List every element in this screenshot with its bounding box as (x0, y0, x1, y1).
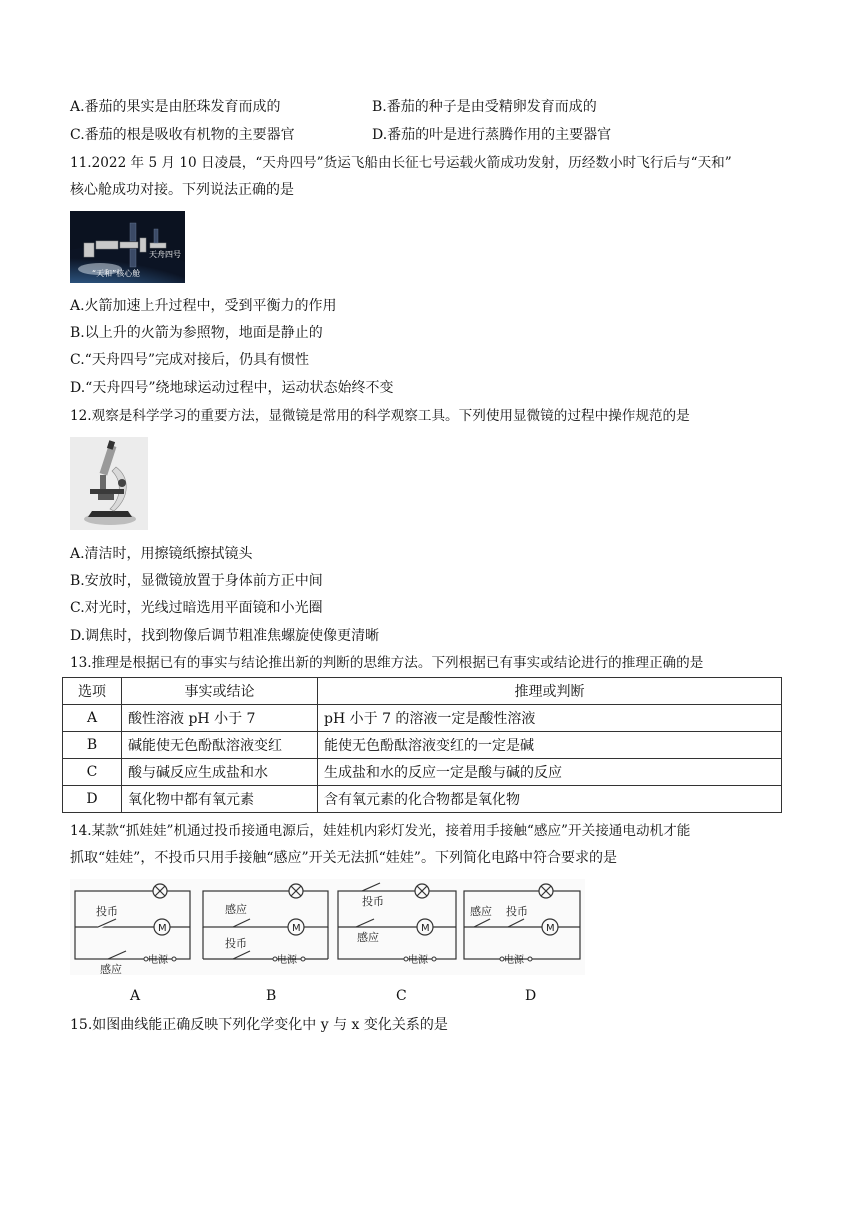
circuit-d-coin-label: 投币 (506, 905, 528, 918)
row-a-option: A (63, 705, 122, 732)
microscope-photo (70, 437, 148, 530)
row-c-fact: 酸与碱反应生成盐和水 (122, 759, 318, 786)
circuit-a-coin-label: 投币 (96, 905, 118, 918)
circuit-label-c: C (396, 988, 407, 1004)
q12-stem: 12.观察是科学学习的重要方法，显微镜是常用的科学观察工具。下列使用显微镜的过程中操作规范的是 (70, 408, 690, 424)
circuit-a-power: 电源 (148, 955, 168, 966)
circuit-c-coin-label: 投币 (362, 895, 384, 908)
table-row (63, 786, 782, 813)
row-a-inference: pH 小于 7 的溶液一定是酸性溶液 (318, 705, 782, 732)
q11-stem-line1: 11.2022 年 5 月 10 日凌晨，“天舟四号”货运飞船由长征七号运载火箭成功发射，历经数小时飞行后与“天和” (70, 155, 732, 171)
circuit-b-sense-label: 感应 (225, 903, 247, 916)
row-c-inference: 生成盐和水的反应一定是酸与碱的反应 (318, 759, 782, 786)
q10-option-c: C.番茄的根是吸收有机物的主要器官 (70, 127, 295, 143)
row-d-option: D (63, 786, 122, 813)
header-fact: 事实或结论 (122, 678, 318, 705)
q10-option-a: A.番茄的果实是由胚珠发育而成的 (70, 99, 281, 115)
q11-option-d: D.“天舟四号”绕地球运动过程中，运动状态始终不变 (70, 380, 394, 396)
circuit-a-sense-label: 感应 (100, 963, 122, 975)
table-row (63, 732, 782, 759)
circuit-d-power: 电源 (504, 955, 524, 966)
q13-table (62, 677, 782, 813)
row-b-fact: 碱能使无色酚酞溶液变红 (122, 732, 318, 759)
row-b-option: B (63, 732, 122, 759)
table-row (63, 759, 782, 786)
space-station-photo (70, 211, 185, 283)
q14-stem-line2: 抓取“娃娃”，不投币只用手接触“感应”开关无法抓“娃娃”。下列简化电路中符合要求的是 (70, 850, 617, 866)
q15-stem: 15.如图曲线能正确反映下列化学变化中 y 与 x 变化关系的是 (70, 1017, 448, 1033)
q12-option-b: B.安放时，显微镜放置于身体前方正中间 (70, 573, 323, 589)
circuit-d-motor: M (546, 923, 555, 934)
header-option: 选项 (63, 678, 122, 705)
circuit-label-a: A (130, 988, 141, 1004)
row-d-fact: 氧化物中都有氧元素 (122, 786, 318, 813)
circuit-b-coin-label: 投币 (225, 937, 247, 950)
circuit-d-sense-label: 感应 (470, 905, 492, 918)
header-inference: 推理或判断 (318, 678, 782, 705)
circuit-c-sense-label: 感应 (357, 931, 379, 944)
circuit-label-b: B (266, 988, 277, 1004)
circuit-a-motor: M (158, 923, 167, 934)
q10-option-d: D.番茄的叶是进行蒸腾作用的主要器官 (372, 127, 612, 143)
table-header-row (63, 678, 782, 705)
q13-stem: 13.推理是根据已有的事实与结论推出新的判断的思维方法。下列根据已有事实或结论进行的推理正确的是 (70, 655, 704, 671)
row-b-inference: 能使无色酚酞溶液变红的一定是碱 (318, 732, 782, 759)
q14-stem-line1: 14.某款“抓娃娃”机通过投币接通电源后，娃娃机内彩灯发光，接着用手接触“感应”开关接通电动机才能 (70, 823, 691, 839)
circuit-b-power: 电源 (277, 955, 297, 966)
q12-option-c: C.对光时，光线过暗选用平面镜和小光圈 (70, 600, 323, 616)
circuit-label-d: D (525, 988, 537, 1004)
q11-option-c: C.“天舟四号”完成对接后，仍具有惯性 (70, 352, 309, 368)
q11-option-a: A.火箭加速上升过程中，受到平衡力的作用 (70, 298, 337, 314)
circuit-c-power: 电源 (408, 955, 428, 966)
q11-stem-line2: 核心舱成功对接。下列说法正确的是 (70, 182, 294, 198)
table-row (63, 705, 782, 732)
photo-label-tianzhou: 天舟四号 (149, 250, 181, 259)
q12-option-d: D.调焦时，找到物像后调节粗准焦螺旋使像更清晰 (70, 628, 380, 644)
circuit-b-motor: M (292, 923, 301, 934)
circuit-diagrams (70, 879, 585, 975)
circuit-c-motor: M (421, 923, 430, 934)
q11-option-b: B.以上升的火箭为参照物，地面是静止的 (70, 325, 323, 341)
q10-option-b: B.番茄的种子是由受精卵发育而成的 (372, 99, 597, 115)
row-c-option: C (63, 759, 122, 786)
q12-option-a: A.清洁时，用擦镜纸擦拭镜头 (70, 546, 253, 562)
row-a-fact: 酸性溶液 pH 小于 7 (122, 705, 318, 732)
row-d-inference: 含有氧元素的化合物都是氧化物 (318, 786, 782, 813)
photo-label-tianhe: “天和”核心舱 (92, 269, 141, 278)
